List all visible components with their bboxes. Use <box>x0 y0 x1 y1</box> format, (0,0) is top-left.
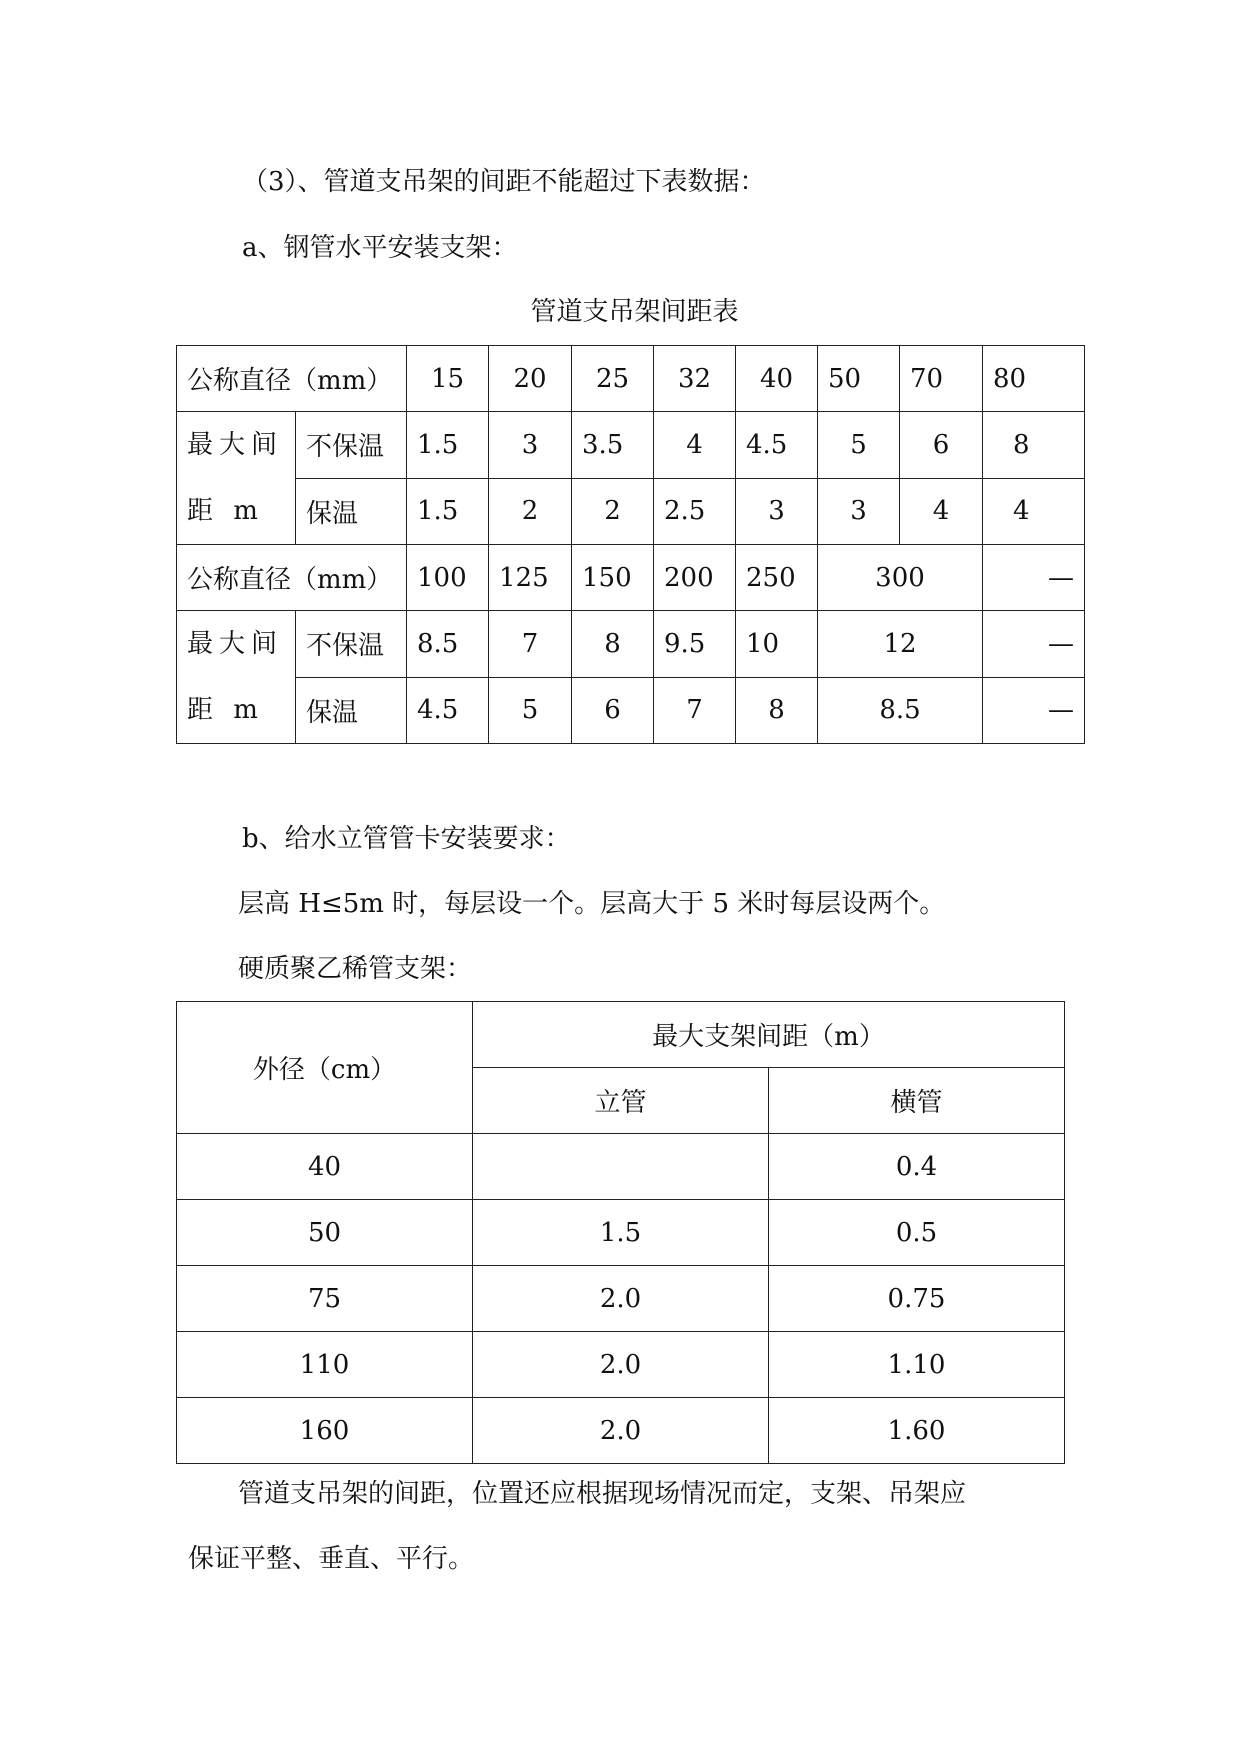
table-cell: 70 <box>900 346 983 412</box>
table-cell: 2.5 <box>654 478 736 545</box>
table-cell: 0.4 <box>769 1134 1065 1200</box>
table-row <box>177 1266 1065 1332</box>
table-cell: 2 <box>489 478 572 545</box>
table-row <box>177 346 1085 412</box>
uninsulated-label: 不保温 <box>296 412 407 479</box>
table-cell: 12 <box>818 611 983 678</box>
table-cell: 7 <box>654 677 736 744</box>
closing-paragraph-line1: 管道支吊架的间距，位置还应根据现场情况而定，支架、吊架应 <box>238 1479 967 1509</box>
table-cell: 3 <box>818 478 900 545</box>
table-cell: 4 <box>900 478 983 545</box>
table-cell: 1.10 <box>769 1332 1065 1398</box>
table-cell: 5 <box>489 677 572 744</box>
spacing-label-bottom: 距 m <box>187 695 264 725</box>
table-cell: 8 <box>572 611 654 678</box>
section-heading-3: （3）、管道支吊架的间距不能超过下表数据： <box>242 167 766 197</box>
table-cell: 1.5 <box>407 412 489 479</box>
table-row <box>177 412 1085 479</box>
insulated-label: 保温 <box>296 478 407 545</box>
table-cell: 7 <box>489 611 572 678</box>
vertical-header: 立管 <box>473 1068 769 1134</box>
table-cell: 50 <box>818 346 900 412</box>
closing-paragraph-line2: 保证平整、垂直、平行。 <box>188 1544 475 1574</box>
table-cell: 32 <box>654 346 736 412</box>
diameter-label: 公称直径（mm） <box>177 346 407 412</box>
table-cell: 200 <box>654 545 736 611</box>
table-cell: 8 <box>983 412 1085 479</box>
table-cell <box>473 1134 769 1200</box>
table-caption: 管道支吊架间距表 <box>530 297 739 327</box>
spacing-label <box>177 412 296 545</box>
insulated-label: 保温 <box>296 677 407 744</box>
table-cell: 2.0 <box>473 1332 769 1398</box>
table-cell: — <box>983 545 1085 611</box>
table-cell: 300 <box>818 545 983 611</box>
table-cell: 0.5 <box>769 1200 1065 1266</box>
uninsulated-label: 不保温 <box>296 611 407 678</box>
table-row <box>177 478 1085 545</box>
table-cell: 6 <box>900 412 983 479</box>
table-cell: 50 <box>177 1200 473 1266</box>
diameter-label: 公称直径（mm） <box>177 545 407 611</box>
table-cell: 3 <box>736 478 818 545</box>
table-cell: 2 <box>572 478 654 545</box>
table-cell: 20 <box>489 346 572 412</box>
table-row <box>177 1002 1065 1068</box>
pe-pipe-heading: 硬质聚乙稀管支架： <box>238 954 473 984</box>
table-cell: 2.0 <box>473 1398 769 1464</box>
spacing-table <box>176 345 1085 744</box>
table-row <box>177 1332 1065 1398</box>
spacing-label-top: 最大间 <box>187 430 284 460</box>
table-cell: 15 <box>407 346 489 412</box>
table-cell: 9.5 <box>654 611 736 678</box>
table-cell: 100 <box>407 545 489 611</box>
table-cell: 4 <box>983 478 1085 545</box>
table-cell: 1.5 <box>407 478 489 545</box>
table-cell: 2.0 <box>473 1266 769 1332</box>
table-cell: 4.5 <box>736 412 818 479</box>
table-cell: 80 <box>983 346 1085 412</box>
table-cell: 10 <box>736 611 818 678</box>
subheading-b: b、给水立管管卡安装要求： <box>242 824 571 854</box>
spacing-label-bottom: 距 m <box>187 496 264 526</box>
table-cell: 1.60 <box>769 1398 1065 1464</box>
table-row <box>177 1200 1065 1266</box>
subheading-a: a、钢管水平安装支架： <box>242 233 518 263</box>
table-cell: 250 <box>736 545 818 611</box>
table-cell: 8.5 <box>818 677 983 744</box>
table-cell: 6 <box>572 677 654 744</box>
table-cell: — <box>983 677 1085 744</box>
table-cell: — <box>983 611 1085 678</box>
table-cell: 75 <box>177 1266 473 1332</box>
table-cell: 1.5 <box>473 1200 769 1266</box>
table-cell: 125 <box>489 545 572 611</box>
table-row <box>177 545 1085 611</box>
table-row <box>177 1134 1065 1200</box>
spacing-label-top: 最大间 <box>187 629 284 659</box>
table-cell: 40 <box>736 346 818 412</box>
outer-diameter-header: 外径（cm） <box>177 1002 473 1134</box>
table-row <box>177 1398 1065 1464</box>
max-spacing-header: 最大支架间距（m） <box>473 1002 1065 1068</box>
table-row <box>177 611 1085 678</box>
horizontal-header: 横管 <box>769 1068 1065 1134</box>
table-cell: 110 <box>177 1332 473 1398</box>
table-cell: 4.5 <box>407 677 489 744</box>
table-cell: 4 <box>654 412 736 479</box>
table-cell: 8.5 <box>407 611 489 678</box>
spacing-label <box>177 611 296 744</box>
table-cell: 150 <box>572 545 654 611</box>
table-row <box>177 677 1085 744</box>
table-cell: 3 <box>489 412 572 479</box>
pe-spacing-table <box>176 1001 1065 1464</box>
floor-height-rule: 层高 H≤5m 时，每层设一个。层高大于 5 米时每层设两个。 <box>238 889 946 919</box>
table-cell: 0.75 <box>769 1266 1065 1332</box>
table-cell: 5 <box>818 412 900 479</box>
table-cell: 40 <box>177 1134 473 1200</box>
table-cell: 160 <box>177 1398 473 1464</box>
table-cell: 25 <box>572 346 654 412</box>
table-cell: 3.5 <box>572 412 654 479</box>
table-cell: 8 <box>736 677 818 744</box>
